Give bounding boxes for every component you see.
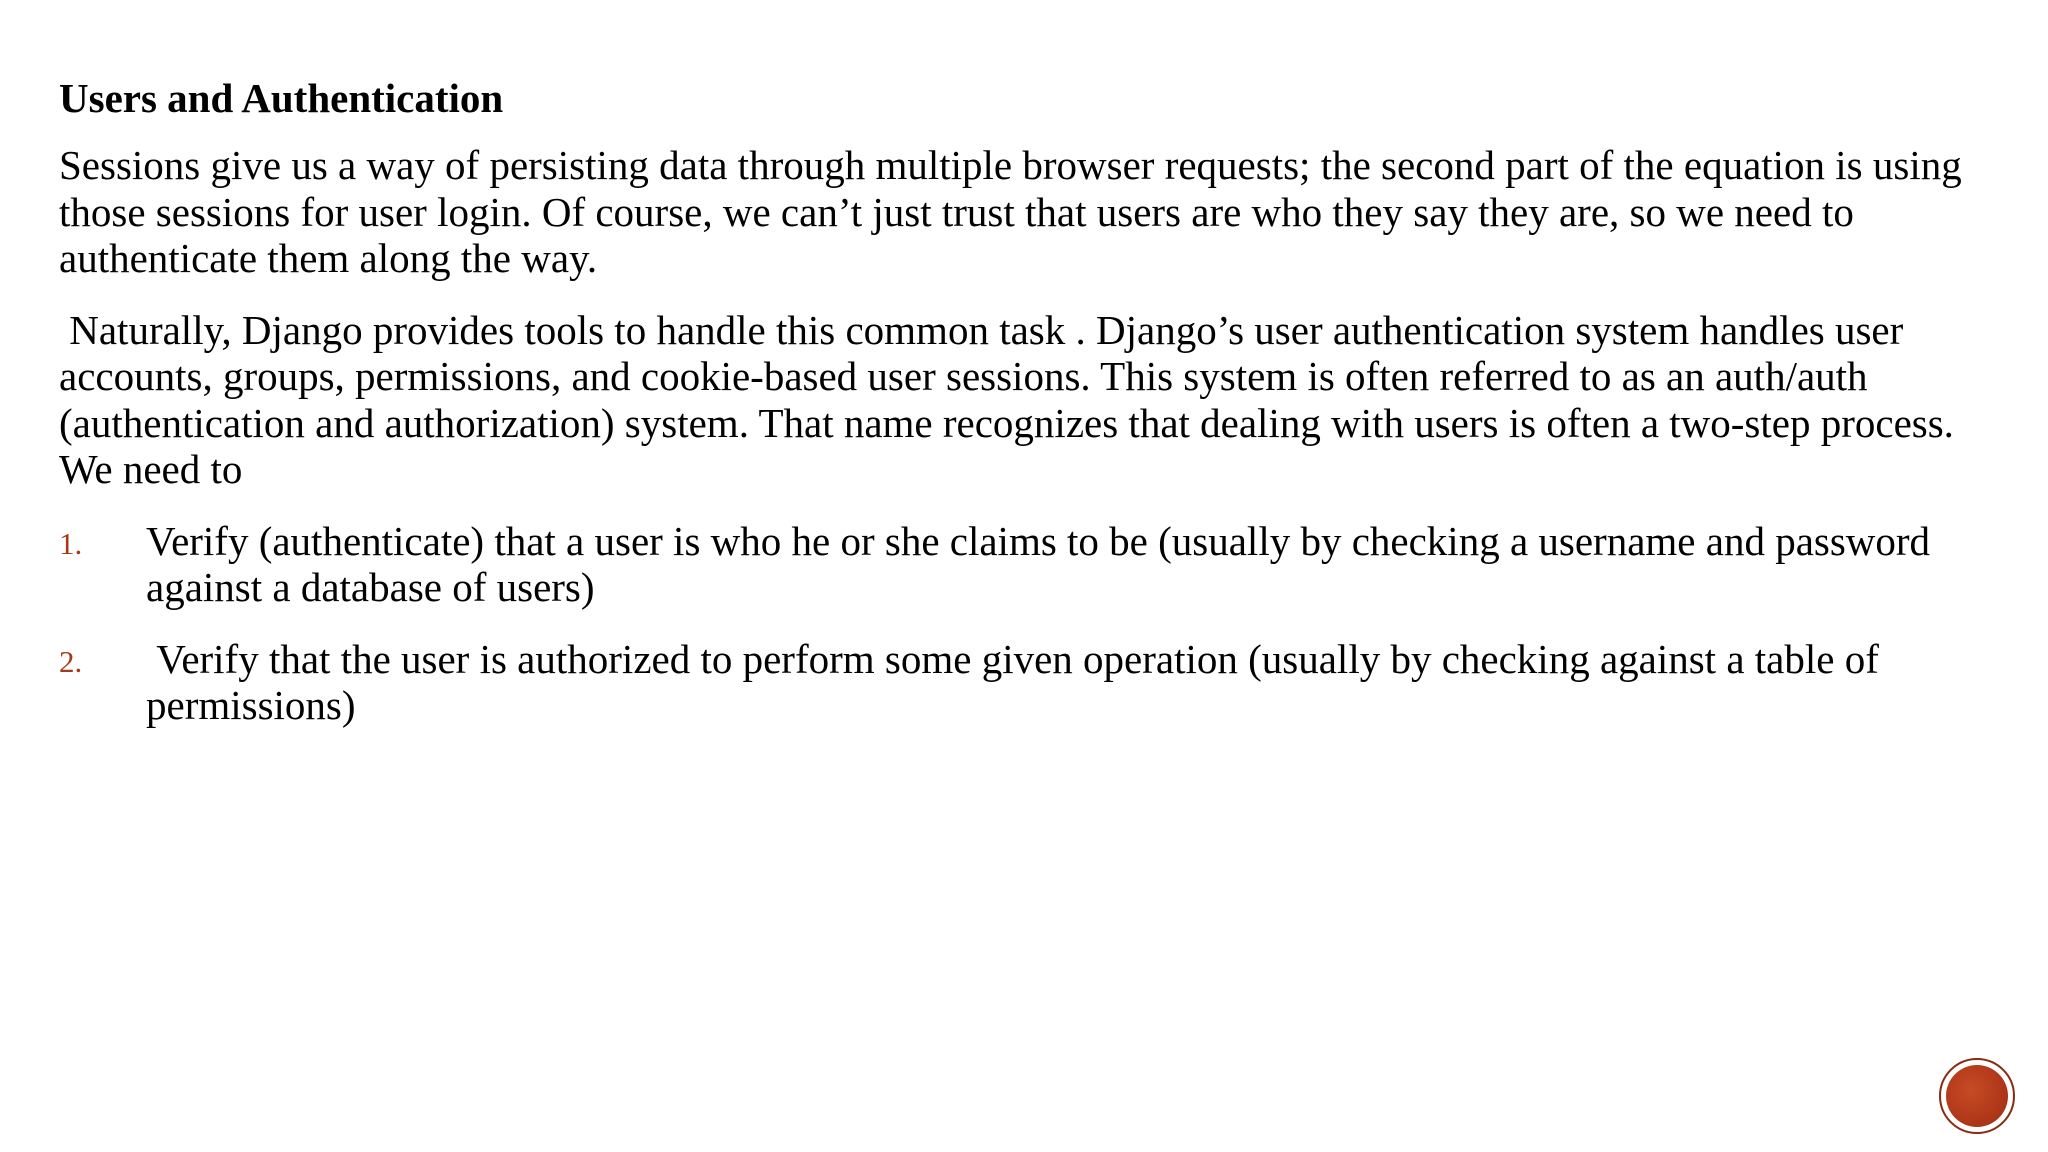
list-number: 1. [59, 525, 83, 561]
list-item-text: Verify (authenticate) that a user is who he or she claims to be (usually by checking a username and password against a database of users) [146, 517, 1941, 610]
list-item-text: Verify that the user is authorized to perform some given operation (usually by checking against a table of permissions) [146, 635, 1890, 728]
list-number: 2. [59, 643, 83, 679]
slide-content [59, 72, 1999, 754]
paragraph-django-auth: Naturally, Django provides tools to handle this common task . Django’s user authentication system handles user accounts, groups, permissions, and cookie-based user sessions. This system is often referred to as an auth/auth (authentication and authorization) system. That name recognizes that dealing with users is often a two-step process. We need to [59, 306, 1964, 492]
list-item [59, 636, 1999, 729]
list-item [59, 518, 1999, 611]
slide-title: Users and Authentication [59, 75, 504, 121]
paragraph-sessions: Sessions give us a way of persisting data through multiple browser requests; the second part of the equation is using those sessions for user login. Of course, we can’t just trust that users are who they say they are, so we need to authenticate them along the way. [59, 142, 1972, 281]
badge-fill [1946, 1065, 2008, 1127]
circle-badge-icon [1939, 1058, 2015, 1134]
steps-list [59, 518, 1999, 729]
